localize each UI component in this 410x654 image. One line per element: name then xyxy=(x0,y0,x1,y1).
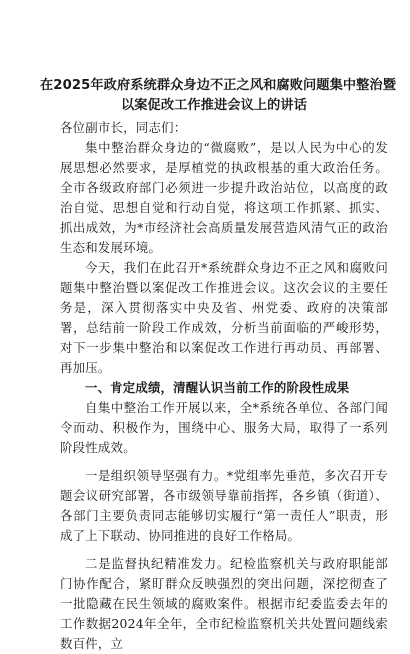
paragraph-section1-2: 一是组织领导坚强有力。*党组率先垂范，多次召开专题会议研究部署，各市级领导靠前指挥，各乡镇（街道）、各部门主要负责同志能够切实履行“第一责任人”职责，形成了上下联动、协同推进的良好工作格局。 xyxy=(60,468,388,543)
section-heading-1: 一、肯定成绩，清醒认识当前工作的阶段性成果 xyxy=(85,380,350,395)
paragraph-section1-3: 二是监督执纪精准发力。纪检监察机关与政府职能部门协作配合，紧盯群众反映强烈的突出问题，深挖彻查了一批隐藏在民生领域的腐败案件。根据市纪委监委去年的工作数据2024年全年，全市纪检监察机关共处置问题线索数百件，立 xyxy=(60,556,388,651)
title-line-2: 以案促改工作推进会议上的讲话 xyxy=(120,98,308,113)
document-body xyxy=(60,118,388,654)
salutation: 各位副市长，同志们： xyxy=(60,120,187,135)
paragraph-section1-1: 自集中整治工作开展以来，全*系统各单位、各部门闻令而动、积极作为，围绕中心、服务大局，取得了一系列阶段性成效。 xyxy=(60,400,388,455)
document-title xyxy=(40,76,397,116)
title-line-1: 在2025年政府系统群众身边不正之风和腐败问题集中整治暨 xyxy=(40,78,397,93)
paragraph-intro-2: 今天，我们在此召开*系统群众身边不正之风和腐败问题集中整治暨以案促改工作推进会议。这次会议的主要任务是，深入贯彻落实中央及省、州党委、政府的决策部署，总结前一阶段工作成效，分析当前面临的严峻形势，对下一步集中整治和以案促改工作进行再动员、再部署、再加压。 xyxy=(60,260,388,375)
paragraph-intro-1: 集中整治群众身边的“微腐败”，是以人民为中心的发展思想必然要求，是厚植党的执政根基的重大政治任务。全市各级政府部门必须进一步提升政治站位，以高度的政治自觉、思想自觉和行动自觉，将这项工作抓紧、抓实、抓出成效，为*市经济社会高质量发展营造风清气正的政治生态和发展环境。 xyxy=(60,140,388,255)
